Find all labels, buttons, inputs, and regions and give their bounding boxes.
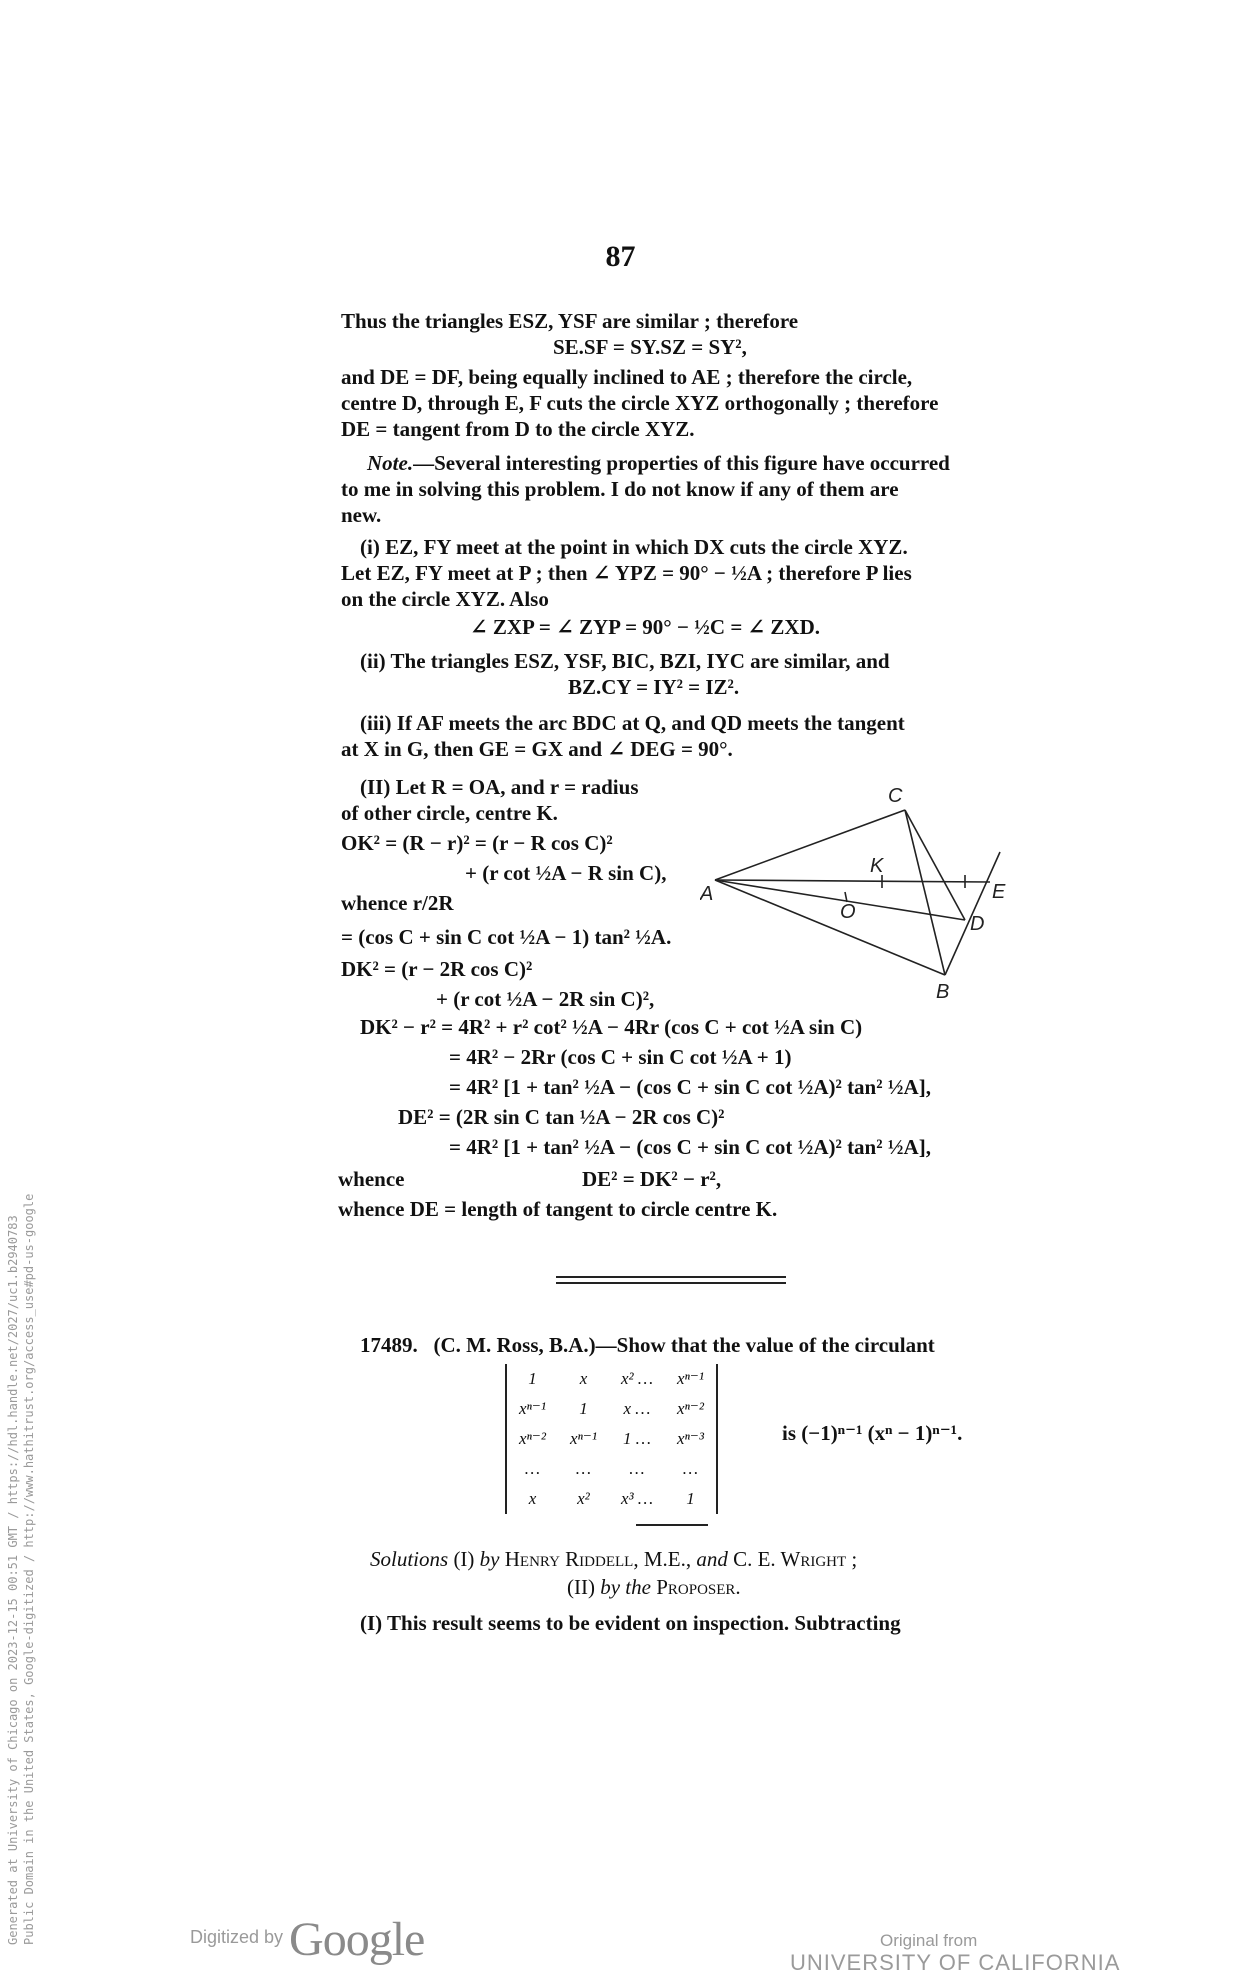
equation: + (r cot ½A − R sin C), [465, 861, 667, 885]
watermark-generated: Generated at University of Chicago on 2023-12-15 00:51 GMT / https://hdl.handle.net/2027/uc1.b2940783 [6, 1215, 20, 1945]
matrix-cell: xⁿ⁻¹ [569, 1429, 597, 1448]
matrix-row [506, 1394, 717, 1424]
digitized-by-label: Digitized by [190, 1927, 284, 1947]
question-line [360, 1332, 935, 1358]
equation: SE.SF = SY.SZ = SY², [553, 335, 747, 359]
solutions-by: by the [600, 1575, 651, 1599]
solutions-and: and [696, 1547, 728, 1571]
matrix-cell: … [524, 1459, 541, 1478]
solutions-word: Solutions [370, 1547, 449, 1571]
matrix-cell: x [528, 1489, 537, 1508]
label-D: D [970, 913, 985, 935]
matrix-cell: x³ … [620, 1489, 653, 1508]
text-line: and DE = DF, being equally inclined to AE ; therefore the circle, [341, 365, 913, 389]
solver-name: Proposer. [656, 1575, 741, 1599]
label-C: C [888, 785, 903, 807]
solver-name: Henry Riddell, M.E., [504, 1547, 692, 1571]
matrix-cell: xⁿ⁻³ [676, 1429, 704, 1448]
equation: = 4R² − 2Rr (cos C + sin C cot ½A + 1) [449, 1045, 792, 1069]
matrix-cell: xⁿ⁻¹ [676, 1369, 704, 1388]
watermark-public-domain: Public Domain in the United States, Google-digitized / http://www.hathitrust.org/access_use#pd-us-google [22, 1193, 36, 1945]
text-line: to me in solving this problem. I do not know if any of them are [341, 477, 899, 501]
label-K: K [870, 855, 884, 877]
text-line: whence r/2R [341, 891, 454, 915]
text-line: whence [338, 1167, 405, 1191]
matrix-cell: x [579, 1369, 588, 1388]
note-text: —Several interesting properties of this figure have occurred [413, 451, 950, 475]
solutions-numeral: (I) [453, 1547, 475, 1571]
matrix-cell: x … [623, 1399, 651, 1418]
label-B: B [936, 981, 950, 1003]
solutions-by: by [479, 1547, 500, 1571]
question-text: (C. M. Ross, B.A.)—Show that the value of the circulant [433, 1333, 935, 1357]
original-from-label: Original from [880, 1931, 978, 1950]
google-wordmark: Google [289, 1913, 425, 1966]
circulant-determinant [505, 1364, 718, 1514]
equation: = (cos C + sin C cot ½A − 1) tan² ½A. [341, 925, 672, 949]
equation: DE² = (2R sin C tan ½A − 2R cos C)² [398, 1105, 725, 1129]
question-number: 17489. [360, 1333, 418, 1357]
page-number: 87 [605, 240, 636, 273]
matrix-cell: xⁿ⁻² [519, 1429, 546, 1448]
triangle-figure [700, 780, 1020, 1005]
matrix-cell: … [575, 1459, 592, 1478]
solutions-numeral: (II) [567, 1575, 595, 1599]
matrix-cell: x² … [620, 1369, 653, 1388]
google-logo [190, 1912, 424, 1967]
matrix-cell: … [629, 1459, 645, 1478]
equation: DK² − r² = 4R² + r² cot² ½A − 4Rr (cos C + cot ½A sin C) [360, 1015, 863, 1039]
text-line: Let EZ, FY meet at P ; then ∠ YPZ = 90° − ½A ; therefore P lies [341, 561, 912, 585]
text-line: on the circle XYZ. Also [341, 587, 549, 611]
text-line: whence DE = length of tangent to circle centre K. [338, 1197, 778, 1221]
text-line: (ii) The triangles ESZ, YSF, BIC, BZI, IYC are similar, and [360, 649, 890, 673]
text-line: centre D, through E, F cuts the circle XYZ orthogonally ; therefore [341, 391, 939, 415]
line-AB [715, 880, 945, 975]
matrix-cell: xⁿ⁻¹ [519, 1399, 546, 1418]
line-CB [905, 810, 945, 975]
matrix-cell: 1 … [623, 1429, 651, 1448]
label-E: E [992, 881, 1006, 903]
solutions-line [567, 1574, 741, 1600]
text-line: DE = tangent from D to the circle XYZ. [341, 417, 695, 441]
text-line: Thus the triangles ESZ, YSF are similar ; therefore [341, 309, 799, 333]
text-line: at X in G, then GE = GX and ∠ DEG = 90°. [341, 737, 733, 761]
matrix-row [506, 1454, 717, 1484]
equation: OK² = (R − r)² = (r − R cos C)² [341, 831, 613, 855]
text-line: new. [341, 503, 382, 527]
equation: = 4R² [1 + tan² ½A − (cos C + sin C cot ½A)² tan² ½A], [449, 1135, 931, 1159]
label-A: A [700, 883, 714, 905]
short-rule [636, 1524, 708, 1526]
equation: = 4R² [1 + tan² ½A − (cos C + sin C cot ½A)² tan² ½A], [449, 1075, 931, 1099]
matrix-row [506, 1364, 717, 1394]
equation: DE² = DK² − r², [582, 1167, 722, 1191]
text-line: of other circle, centre K. [341, 801, 558, 825]
line-AE [715, 880, 990, 882]
matrix-row [506, 1484, 717, 1514]
line-CD [905, 810, 965, 920]
university-label: UNIVERSITY OF CALIFORNIA [790, 1950, 1121, 1975]
matrix-row [506, 1424, 717, 1454]
solver-name: C. E. Wright ; [733, 1547, 858, 1571]
equation: BZ.CY = IY² = IZ². [568, 675, 740, 699]
matrix-cell: 1 [528, 1369, 537, 1388]
equation: DK² = (r − 2R cos C)² [341, 957, 533, 981]
equation: + (r cot ½A − 2R sin C)², [436, 987, 655, 1011]
circulant-value: is (−1)ⁿ⁻¹ (xⁿ − 1)ⁿ⁻¹. [782, 1421, 963, 1445]
matrix-cell: 1 [579, 1399, 588, 1418]
matrix-cell: … [682, 1459, 699, 1478]
solutions-line [370, 1546, 857, 1572]
note-paragraph [367, 450, 950, 476]
text-line: (I) This result seems to be evident on inspection. Subtracting [360, 1611, 901, 1635]
label-O: O [840, 901, 856, 923]
double-rule [556, 1276, 786, 1284]
matrix-cell: 1 [686, 1489, 695, 1508]
matrix-cell: x² [577, 1489, 590, 1508]
text-line: (iii) If AF meets the arc BDC at Q, and QD meets the tangent [360, 711, 905, 735]
equation: ∠ ZXP = ∠ ZYP = 90° − ½C = ∠ ZXD. [470, 615, 820, 639]
text-line: (i) EZ, FY meet at the point in which DX cuts the circle XYZ. [360, 535, 908, 559]
note-label: Note. [367, 451, 414, 475]
matrix-cell: xⁿ⁻² [676, 1399, 704, 1418]
text-line: (II) Let R = OA, and r = radius [360, 775, 639, 799]
